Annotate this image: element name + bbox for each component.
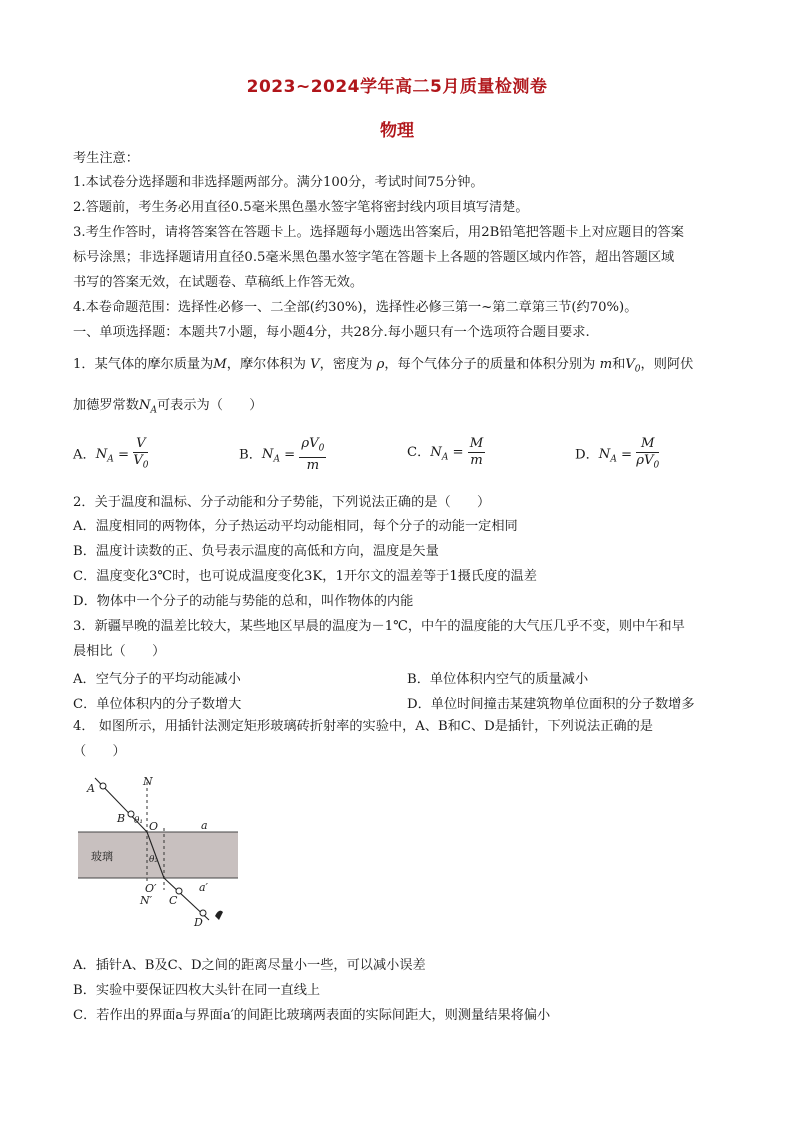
- q4-stem-line1: 4． 如图所示，用插针法测定矩形玻璃砖折射率的实验中，A、B和C、D是插针，下列说法正确的是: [73, 719, 653, 734]
- label-a-interface: a: [201, 819, 208, 832]
- q1-var-rho: ρ: [376, 357, 385, 372]
- q3-stem-line1: 3．新疆早晚的温差比较大，某些地区早晨的温度为－1℃，中午的温度能的大气压几乎不变，则中午和早: [73, 619, 685, 634]
- q1-and: 和: [612, 357, 626, 372]
- q1-var-V0: $V_0$: [625, 357, 641, 375]
- q1-stem-c: ，密度为: [319, 357, 373, 372]
- label-c: C: [169, 894, 178, 907]
- q1-option-d: D．$N_A$ = $\frac{M}{\rho V_0}$: [575, 436, 659, 474]
- q4-option-c: C．若作出的界面a与界面a′的间距比玻璃两表面的实际间距大，则测量结果将偏小: [73, 1008, 551, 1023]
- q4-option-b: B．实验中要保证四枚大头针在同一直线上: [73, 983, 321, 998]
- q1-stem-line1: [73, 356, 723, 379]
- q1-var-m: m: [599, 357, 613, 372]
- q2-option-b: B．温度计读数的正、负号表示温度的高低和方向，温度是矢量: [73, 544, 439, 559]
- subject-title: 物理: [380, 121, 414, 141]
- q1-var-NA: $N_A$: [138, 398, 157, 416]
- section-heading: 一、单项选择题：本题共7小题，每小题4分，共28分.每小题只有一个选项符合题目要求.: [73, 325, 590, 340]
- q1-option-c-fraction: $\frac{M}{m}$: [469, 436, 484, 468]
- notice-item-3-cont: 标号涂黑；非选择题请用直径0.5毫米黑色墨水签字笔在答题卡上各题的答题区域内作答，超出答题区域: [73, 250, 675, 265]
- label-theta1: θ₁: [134, 816, 144, 826]
- q3-stem-line2: 晨相比（ ）: [73, 644, 166, 659]
- label-b: B: [117, 812, 126, 825]
- q4-stem-line2: （ ）: [73, 744, 126, 759]
- label-a-prime-interface: a′: [199, 881, 209, 894]
- notice-item-2: 2.答题前，考生务必用直径0.5毫米黑色墨水签字笔将密封线内项目填写清楚。: [73, 200, 529, 215]
- q1-option-b-fraction: $\frac{\rho V_0}{m}$: [301, 436, 325, 473]
- q3-option-c: C．单位体积内的分子数增大: [73, 697, 242, 712]
- label-o-prime: O′: [145, 882, 157, 895]
- eye-icon: [215, 911, 223, 920]
- q1-option-c: C．$N_A$ = $\frac{M}{m}$: [407, 436, 484, 468]
- notice-item-4: 4.本卷命题范围：选择性必修一、二全部(约30%)，选择性必修三第一~第二章第三节(约70%)。: [73, 300, 638, 315]
- page-title: 2023~2024学年高二5月质量检测卷: [246, 77, 548, 97]
- q2-option-d: D．物体中一个分子的动能与势能的总和，叫作物体的内能: [73, 594, 414, 609]
- label-n: N: [143, 775, 153, 788]
- q1-stem-e: ，则阿伏: [640, 357, 694, 372]
- label-glass: 玻璃: [91, 850, 113, 863]
- label-o: O: [149, 820, 159, 833]
- q2-option-a: A．温度相同的两物体，分子热运动平均动能相同，每个分子的动能一定相同: [73, 519, 518, 534]
- label-d: D: [194, 916, 203, 929]
- q1-stem-a: 1．某气体的摩尔质量为: [73, 357, 214, 372]
- notice-item-3: 3.考生作答时，请将答案答在答题卡上。选择题每小题选出答案后，用2B铅笔把答题卡上对应题目的答案: [73, 225, 684, 240]
- q1-line2-b: 可表示为（ ）: [156, 398, 263, 413]
- label-n-prime: N′: [140, 894, 153, 907]
- notice-item-3-cont2: 书写的答案无效，在试题卷、草稿纸上作答无效。: [73, 275, 364, 290]
- q1-var-V: V: [310, 357, 320, 372]
- pin-a: [100, 783, 106, 789]
- q2-option-c: C．温度变化3℃时，也可说成温度变化3K，1开尔文的温差等于1摄氏度的温差: [73, 569, 537, 584]
- q1-stem-b: ，摩尔体积为: [226, 357, 306, 372]
- notice-heading: 考生注意：: [73, 151, 139, 166]
- q1-option-a: A．$N_A$ = $\frac{V}{V_0}$: [73, 436, 148, 474]
- label-a: A: [87, 782, 95, 795]
- q1-option-b: B．$N_A$ = $\frac{\rho V_0}{m}$: [239, 436, 325, 473]
- q3-option-a: A．空气分子的平均动能减小: [73, 672, 241, 687]
- q3-option-b: B．单位体积内空气的质量减小: [407, 672, 589, 687]
- q3-option-d: D．单位时间撞击某建筑物单位面积的分子数增多: [407, 697, 695, 712]
- q2-stem: 2．关于温度和温标、分子动能和分子势能，下列说法正确的是（ ）: [73, 495, 491, 510]
- q1-stem-d: ，每个气体分子的质量和体积分别为: [384, 357, 596, 372]
- q1-stem-line2: [73, 397, 723, 420]
- q1-option-a-fraction: $\frac{V}{V_0}$: [133, 436, 149, 471]
- q1-var-M: M: [213, 357, 227, 372]
- q1-line2-a: 加德罗常数: [73, 398, 139, 413]
- label-theta2: θ₂: [149, 855, 159, 865]
- notice-item-1: 1.本试卷分选择题和非选择题两部分。满分100分，考试时间75分钟。: [73, 175, 484, 190]
- q1-option-d-fraction: $\frac{M}{\rho V_0}$: [636, 436, 660, 471]
- refraction-figure: [73, 770, 243, 930]
- q4-option-a: A．插针A、B及C、D之间的距离尽量小一些，可以减小误差: [73, 958, 426, 973]
